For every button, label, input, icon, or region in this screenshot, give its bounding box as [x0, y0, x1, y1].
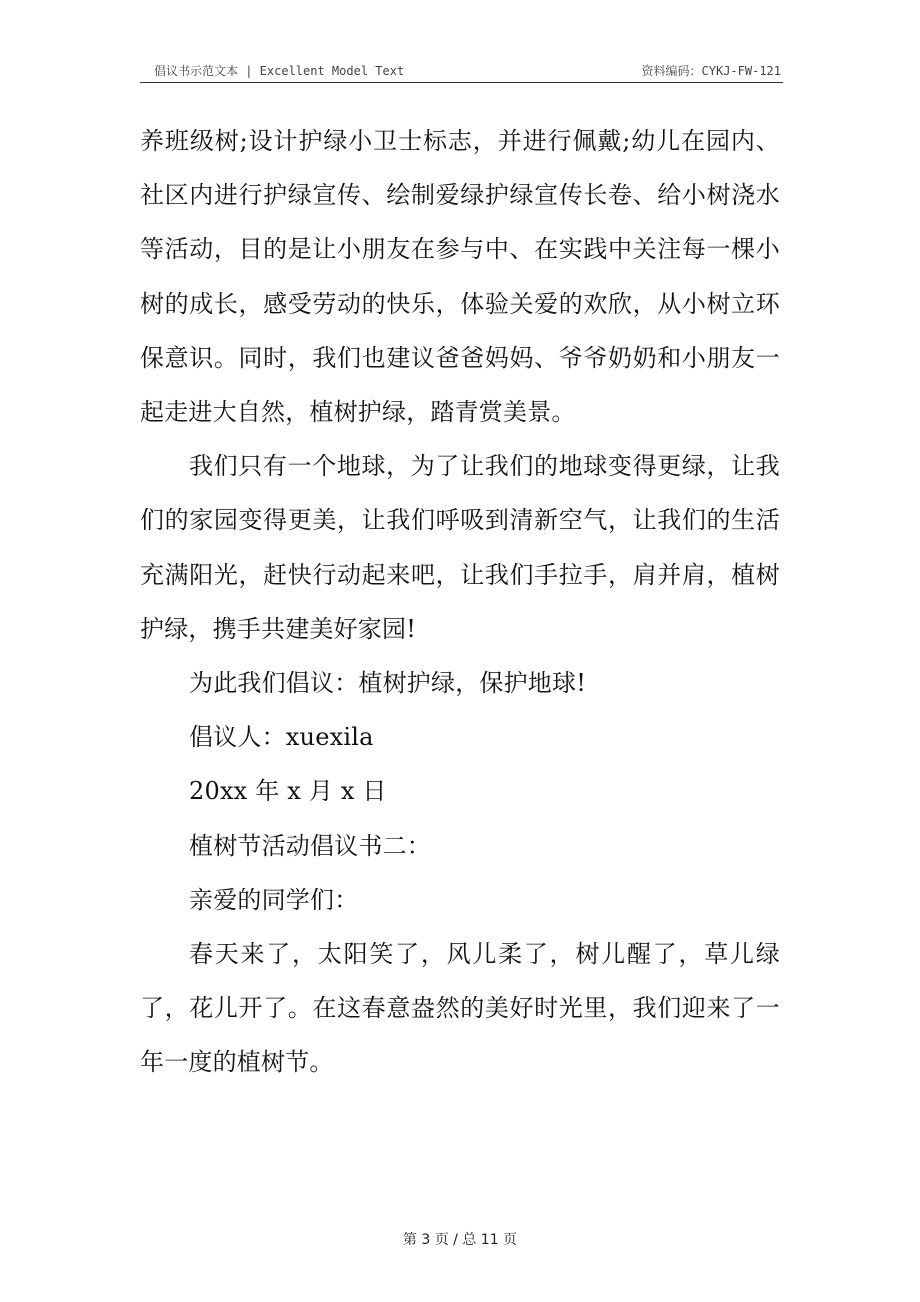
paragraph-date: 20xx 年 x 月 x 日: [189, 777, 387, 806]
page-footer: [0, 1229, 920, 1249]
paragraph-initiator: 倡议人：xuexila: [189, 723, 374, 752]
paragraph-continuation: 养班级树;设计护绿小卫士标志，并进行佩戴;幼儿在园内、社区内进行护绿宣传、绘制爱绿护绿宣传长卷、给小树浇水等活动，目的是让小朋友在参与中、在实践中关注每一棵小树的成长，感受劳动的快乐，体验关爱的欢欣，从小树立环保意识。同时，我们也建议爸爸妈妈、爷爷奶奶和小朋友一起走进大自然，植树护绿，踏青赏美景。: [140, 127, 780, 427]
header-title: 倡议书示范文本 | Excellent Model Text: [154, 64, 405, 78]
paragraph-appeal: 我们只有一个地球，为了让我们的地球变得更绿，让我们的家园变得更美，让我们呼吸到清新空气，让我们的生活充满阳光，赶快行动起来吧，让我们手拉手，肩并肩，植树护绿，携手共建美好家园!: [140, 452, 780, 643]
salutation: 亲爱的同学们：: [189, 885, 359, 914]
section-title-two: 植树节活动倡议书二：: [189, 831, 431, 860]
document-body: [140, 114, 780, 1090]
paragraph-spring: 春天来了，太阳笑了，风儿柔了，树儿醒了，草儿绿了，花儿开了。在这春意盎然的美好时光里，我们迎来了一年一度的植树节。: [140, 940, 780, 1077]
page-header: [140, 58, 783, 83]
page-number: 第 3 页 / 总 11 页: [402, 1232, 518, 1248]
header-doc-code: 资料编码：CYKJ-FW-121: [641, 64, 781, 78]
paragraph-proposal: 为此我们倡议：植树护绿，保护地球!: [189, 669, 587, 698]
